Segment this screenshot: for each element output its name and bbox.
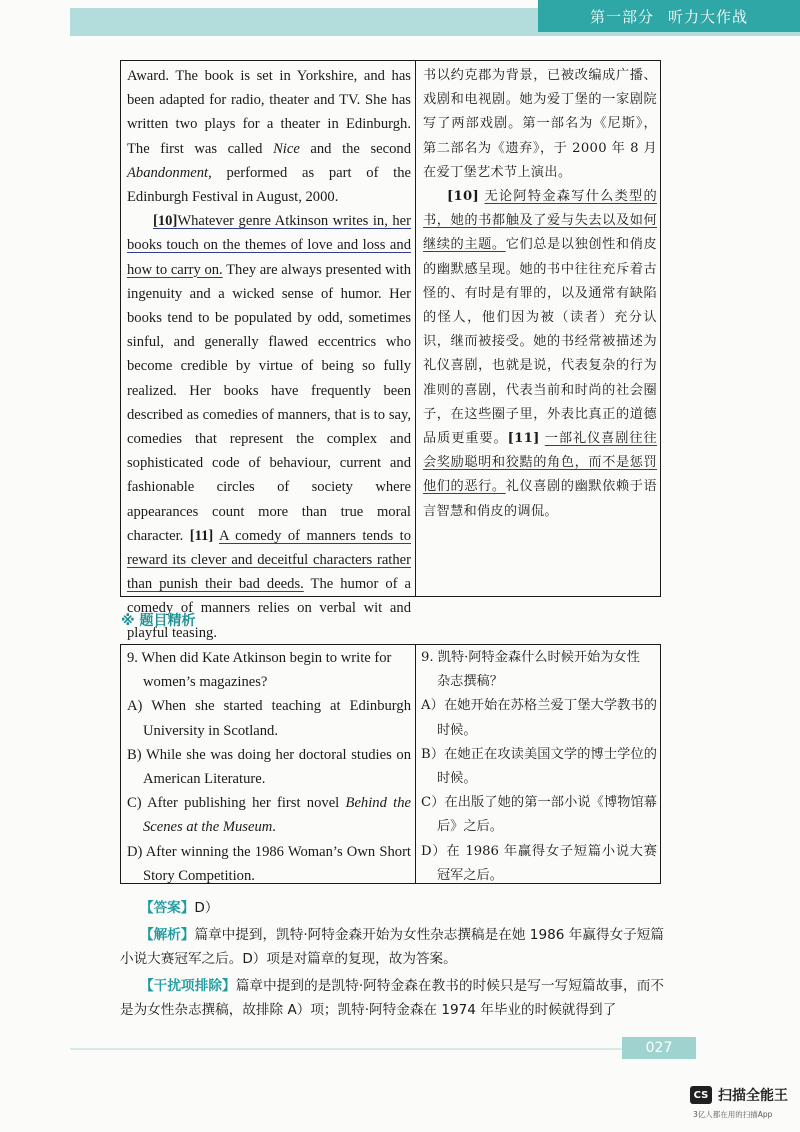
question-marker-10-zh: [10]: [447, 189, 480, 205]
header-tab: [538, 0, 800, 32]
distractor-text: 篇章中提到的是凯特·阿特金森在教书的时候只是写一写短篇故事，而不是为女性杂志撰稿，故排除 A）项；凯特·阿特金森在 1974 年毕业的时候就得到了: [120, 977, 664, 1018]
underlined-answer-10: Whatever genre Atkinson writes in, her books touch on the themes of love and loss and how to carry on.: [127, 213, 411, 278]
option-b-zh: B）在她正在攻读美国文学的博士学位的时候。: [421, 746, 657, 787]
question-stem-zh: 9. 凯特·阿特金森什么时候开始为女性 杂志撰稿？: [421, 650, 640, 690]
answer-line: [120, 896, 664, 921]
passage-english: [127, 64, 411, 645]
question-chinese: [421, 646, 657, 888]
header-part: 第一部分: [589, 7, 654, 26]
header-section: 听力大作战: [668, 7, 749, 26]
watermark-name: 扫描全能王: [718, 1088, 788, 1104]
underlined-answer-11-zh: 一部礼仪喜剧往往会奖励聪明和狡黠的角色，而不是惩罚他们的恶行。: [423, 431, 657, 495]
answer-value: D）: [194, 900, 219, 916]
page-number: 027: [622, 1037, 696, 1059]
question-divider: [415, 644, 416, 884]
watermark-subtitle: 3亿人都在用的扫描App: [693, 1110, 773, 1119]
underlined-answer-10-zh: 无论阿特金森写什么类型的书，她的书都触及了爱与失去以及如何继续的主题。: [423, 189, 657, 253]
explanation-tag: 【解析】: [140, 926, 195, 943]
option-c: C) After publishing her first novel Behind the Scenes at the Museum.: [127, 795, 411, 836]
section-title: ※ 题目精析: [121, 613, 196, 629]
option-d-zh: D）在 1986 年赢得女子短篇小说大赛冠军之后。: [421, 843, 657, 883]
option-b: B) While she was doing her doctoral studies on American Literature.: [127, 746, 411, 788]
option-a-zh: A）在她开始在苏格兰爱丁堡大学教书的时候。: [421, 698, 657, 738]
option-c-zh: C）在出版了她的第一部小说《博物馆幕后》之后。: [421, 795, 657, 835]
option-a: A) When she started teaching at Edinburgh University in Scotland.: [127, 698, 411, 739]
distractor-tag: 【干扰项排除】: [140, 977, 236, 994]
english-paragraph-2: [10]Whatever genre Atkinson writes in, her books touch on the themes of love and loss and how to carry on. They are always presented with ingenuity and a wicked sense of humor. Her books tend to be populated by odd, sometimes sinful, and generally flawed eccentrics who become credible by virtue of being so fully realized. Her books have frequently been described as comedies of manners, that is to say, comedies that represent the complex and sophisticated code of behaviour, current and fashionable circles of society where appearances count more than true moral character. [11] A comedy of manners tends to reward its clever and deceitful characters rather than punish their bad deeds. The humor of a comedy of manners relies on verbal wit and playful teasing.: [127, 213, 412, 641]
chinese-paragraph-1: 书以约克郡为背景，已被改编成广播、戏剧和电视剧。她为爱丁堡的一家剧院写了两部戏剧。第一部名为《尼斯》，第二部名为《遗弃》，于 2000 年 8 月在爱丁堡艺术节上演出。: [423, 68, 657, 180]
question-marker-11: [11]: [189, 527, 214, 544]
question-marker-10: [10]: [153, 213, 178, 230]
answer-tag: 【答案】: [140, 900, 195, 916]
chinese-paragraph-2: [10] 无论阿特金森写什么类型的书，她的书都触及了爱与失去以及如何继续的主题。它们总是以独创性和俏皮的幽默感呈现。她的书中往往充斥着古怪的、有时是有罪的，以及通常有缺陷的怪人，他们因为被（读者）充分认识，继而被接受。她的书经常被描述为礼仪喜剧，也就是说，代表复杂的行为准则的喜剧，代表当前和时尚的社会圈子，在这些圈子里，外表比真正的道德品质更重要。[11] 一部礼仪喜剧往往会奖励聪明和狡黠的角色，而不是惩罚他们的恶行。礼仪喜剧的幽默依赖于语言智慧和俏皮的调侃。: [423, 189, 657, 519]
analysis-section: [120, 896, 664, 1025]
explanation-text: 篇章中提到，凯特·阿特金森开始为女性杂志撰稿是在她 1986 年赢得女子短篇小说大赛冠军之后。D）项是对篇章的复现，故为答案。: [120, 926, 665, 967]
option-d: D) After winning the 1986 Woman’s Own Short Story Competition.: [127, 843, 411, 884]
watermark: [690, 1085, 788, 1105]
camscanner-logo-icon: CS: [690, 1086, 712, 1104]
underlined-answer-11: A comedy of manners tends to reward its clever and deceitful characters rather than punish their bad deeds.: [127, 527, 412, 593]
passage-chinese: [423, 64, 657, 524]
english-paragraph-1: Award. The book is set in Yorkshire, and has been adapted for radio, theater and TV. She has written two plays for a theater in Edinburgh. The first was called Nice and the second Abandonment, performed as part of the Edinburgh Festival in August, 2000.: [127, 68, 412, 206]
footer-line: [70, 1048, 622, 1050]
distractor-line: [120, 974, 664, 1023]
question-stem: 9. When did Kate Atkinson begin to write for women’s magazines?: [127, 650, 392, 691]
explanation-line: [120, 923, 664, 972]
question-english: [127, 646, 411, 888]
passage-divider: [415, 60, 416, 597]
question-marker-11-zh: [11]: [507, 431, 540, 447]
